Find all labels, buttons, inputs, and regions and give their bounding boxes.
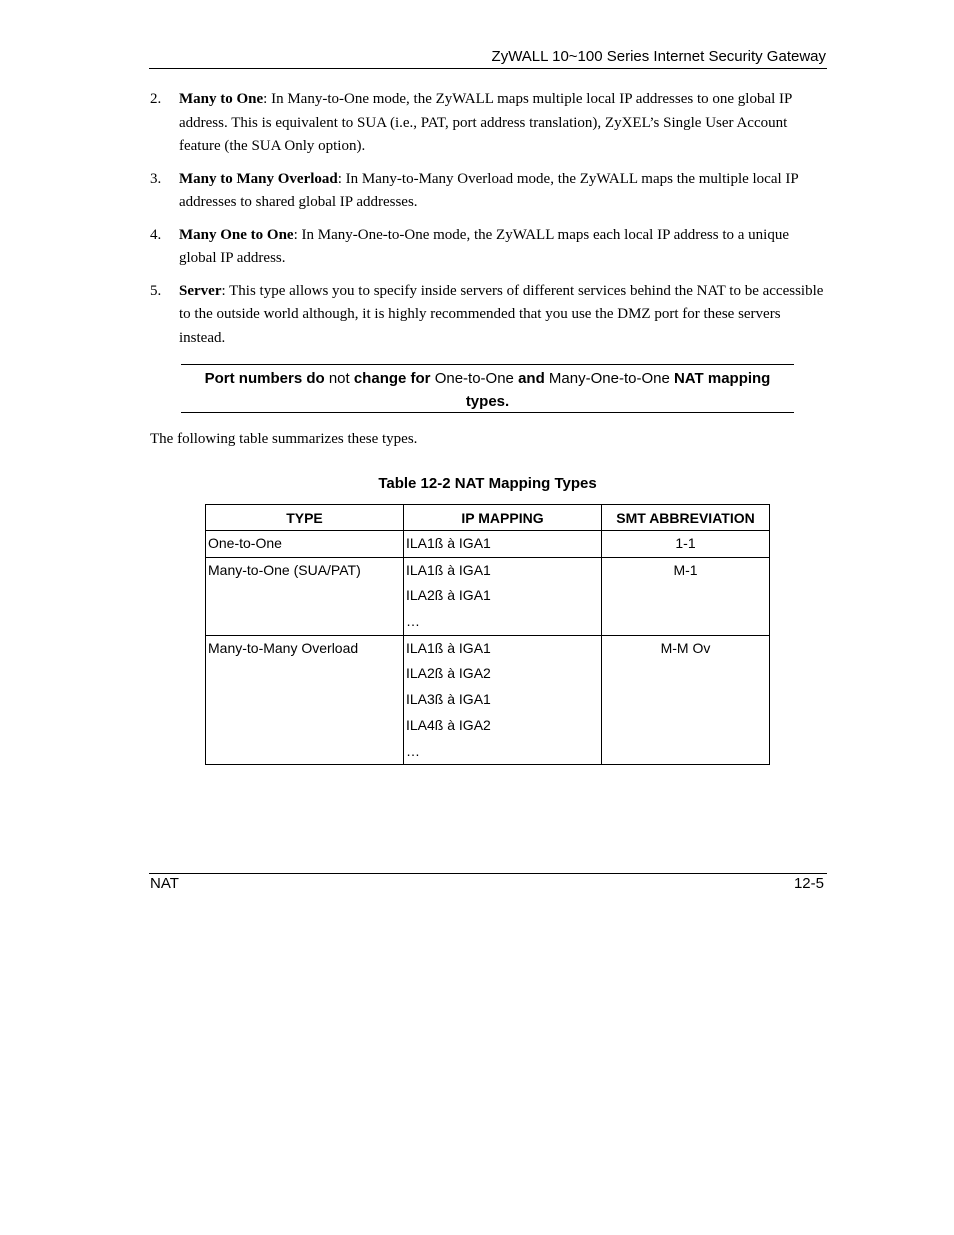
note-text: not: [324, 370, 354, 387]
table-row: [206, 531, 770, 558]
list-item-number: 4.: [150, 226, 162, 243]
footer-page-number: 12-5: [793, 875, 824, 892]
list-item: [150, 88, 828, 159]
list-item-term: Many to Many Overload: [179, 170, 338, 187]
list-item: [150, 168, 828, 215]
table-header-row: [206, 505, 770, 531]
column-header-type: TYPE: [206, 505, 404, 531]
column-header-ip-mapping: IP MAPPING: [404, 505, 602, 531]
abbreviation-cell: 1-1: [602, 531, 770, 558]
table-row: [206, 635, 770, 764]
list-item-text: : This type allows you to specify inside servers of different services behind the NAT to be accessible to the outside world although, it is highly recommended that you use the DMZ port for these servers instead.: [179, 282, 824, 346]
list-item-text: : In Many-to-Many Overload mode, the ZyWALL maps the multiple local IP addresses to shared global IP addresses.: [179, 170, 799, 210]
note-text: Many-One-to-One: [544, 370, 674, 387]
column-header-smt-abbreviation: SMT ABBREVIATION: [602, 505, 770, 531]
list-item-number: 3.: [150, 170, 162, 187]
mapping-cell: ILA1ß à IGA1 ILA2ß à IGA2 ILA3ß à IGA1 ILA4ß à IGA2 …: [404, 635, 602, 764]
nat-mapping-table: [205, 504, 770, 765]
abbreviation-cell: M-M Ov: [602, 635, 770, 764]
list-item: [150, 224, 828, 271]
page-header-title: ZyWALL 10~100 Series Internet Security Gateway: [491, 48, 826, 65]
list-item-text: : In Many-One-to-One mode, the ZyWALL maps each local IP address to a unique global IP address.: [179, 226, 789, 266]
abbreviation-cell: M-1: [602, 557, 770, 635]
note-text: NAT mapping types.: [465, 370, 771, 410]
note-text: change for: [353, 370, 431, 387]
table-row: [206, 557, 770, 635]
list-item-text: : In Many-to-One mode, the ZyWALL maps multiple local IP addresses to one global IP address. This is equivalent to SUA (i.e., PAT, port address translation), ZyXEL’s Single User Account feature (the SUA Only option).: [179, 91, 792, 154]
mapping-cell: ILA1ß à IGA1 ILA2ß à IGA1 …: [404, 557, 602, 635]
list-item-number: 5.: [150, 282, 162, 299]
type-cell: Many-to-Many Overload: [206, 635, 404, 764]
note-text: Port numbers do: [204, 370, 325, 387]
list-item-term: Many One to One: [179, 226, 294, 243]
list-item: [150, 280, 828, 351]
type-cell: One-to-One: [206, 531, 404, 558]
type-cell: Many-to-One (SUA/PAT): [206, 557, 404, 635]
footer-divider: [149, 873, 827, 874]
list-item-term: Many to One: [179, 91, 264, 107]
list-item-term: Server: [179, 282, 222, 299]
table-caption: Table 12-2 NAT Mapping Types: [378, 475, 597, 492]
footer-chapter: NAT: [150, 875, 179, 892]
intro-paragraph: The following table summarizes these types.: [150, 431, 418, 447]
note-text: One-to-One: [430, 370, 519, 387]
note-text: and: [518, 370, 545, 387]
header-divider: [149, 68, 827, 69]
mapping-cell: ILA1ß à IGA1: [404, 531, 602, 558]
note-box: [181, 364, 794, 413]
nat-type-list: [150, 88, 828, 359]
list-item-number: 2.: [150, 91, 162, 107]
